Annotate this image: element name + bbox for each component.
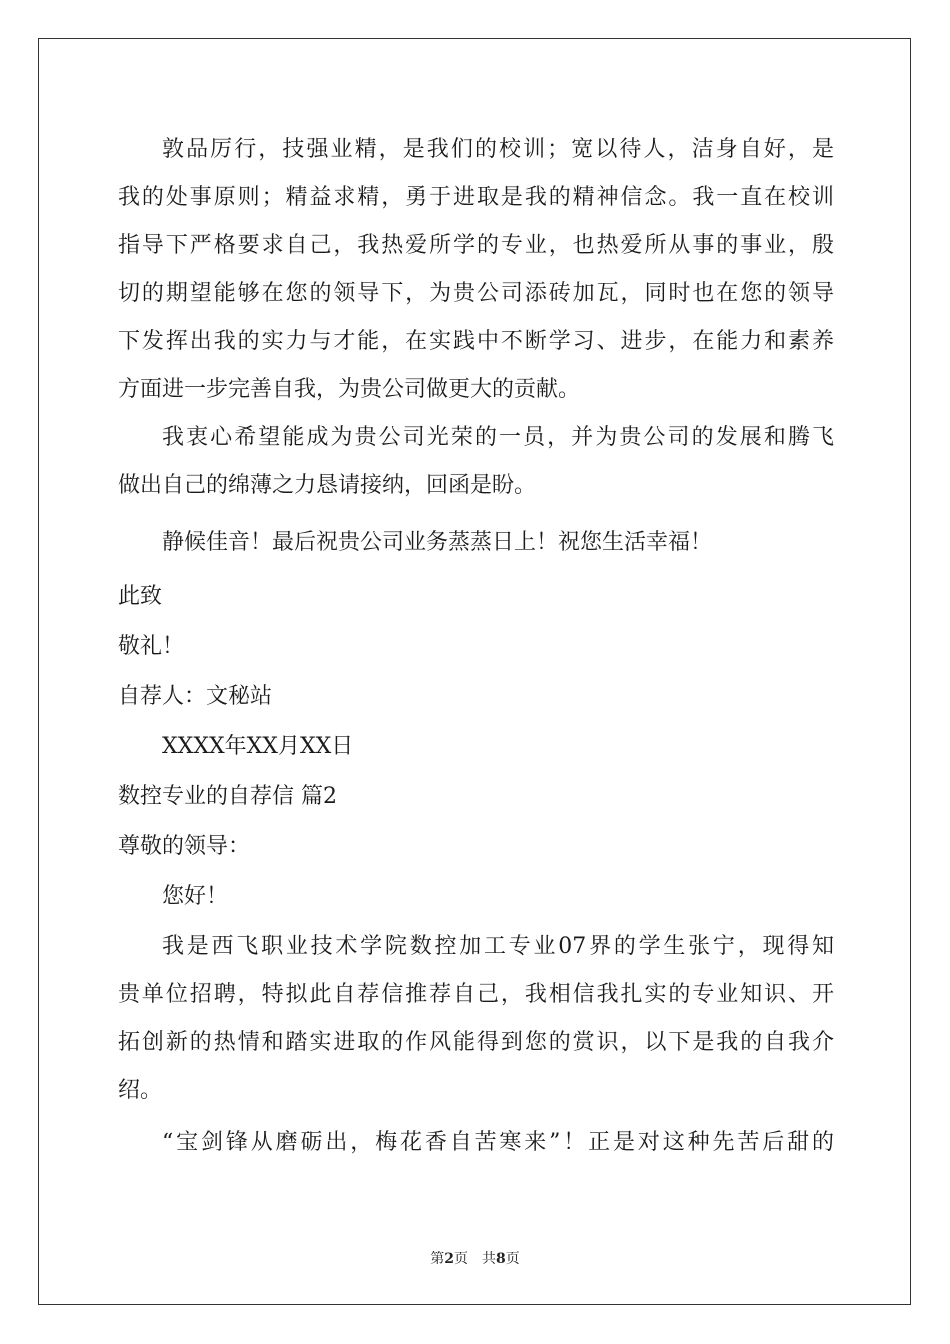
line-7: 我衷心希望能成为贵公司光荣的一员，并为贵公司的发展和腾飞 [162,425,834,450]
date: XXXX年XX月XX日 [162,734,354,759]
line-6: 方面进一步完善自我，为贵公司做更大的贡献。 [118,377,581,402]
line-18: 贵单位招聘，特拟此自荐信推荐自己，我相信我扎实的专业知识、开 [118,982,834,1007]
closing-salutation: 此致 [118,584,163,609]
line-5: 下发挥出我的实力与才能，在实践中不断学习、进步，在能力和素养 [118,329,834,354]
line-2: 我的处事原则；精益求精，勇于进取是我的精神信念。我一直在校训 [118,185,834,210]
page-border [38,38,911,1305]
line-1: 敦品厉行，技强业精，是我们的校训；宽以待人，洁身自好，是 [162,137,834,162]
footer-total-pages: 8 [496,1251,506,1267]
line-17: 我是西飞职业技术学院数控加工专业07界的学生张宁，现得知 [162,934,834,959]
greeting: 尊敬的领导： [118,834,251,859]
signature: 自荐人：文秘站 [118,684,273,709]
line-9: 静候佳音！最后祝贵公司业务蒸蒸日上！祝您生活幸福！ [162,530,713,555]
footer-suffix: 页 [505,1251,520,1267]
line-4: 切的期望能够在您的领导下，为贵公司添砖加瓦，同时也在您的领导 [118,281,834,306]
line-3: 指导下严格要求自己，我热爱所学的专业，也热爱所从事的事业，殷 [118,233,834,258]
footer-prefix: 第 [430,1251,445,1267]
line-19: 拓创新的热情和踏实进取的作风能得到您的赏识，以下是我的自我介 [118,1030,834,1055]
hello: 您好！ [162,884,229,909]
line-21: “宝剑锋从磨砺出，梅花香自苦寒来”！正是对这种先苦后甜的 [162,1130,834,1155]
footer-current-page: 2 [444,1251,454,1267]
footer-mid: 页 共 [454,1251,496,1267]
section-title: 数控专业的自荐信 篇2 [118,784,337,809]
line-20: 绍。 [118,1078,163,1103]
line-8: 做出自己的绵薄之力恳请接纳，回函是盼。 [118,473,537,498]
closing-regards: 敬礼！ [118,634,185,659]
page-footer [0,1248,950,1268]
